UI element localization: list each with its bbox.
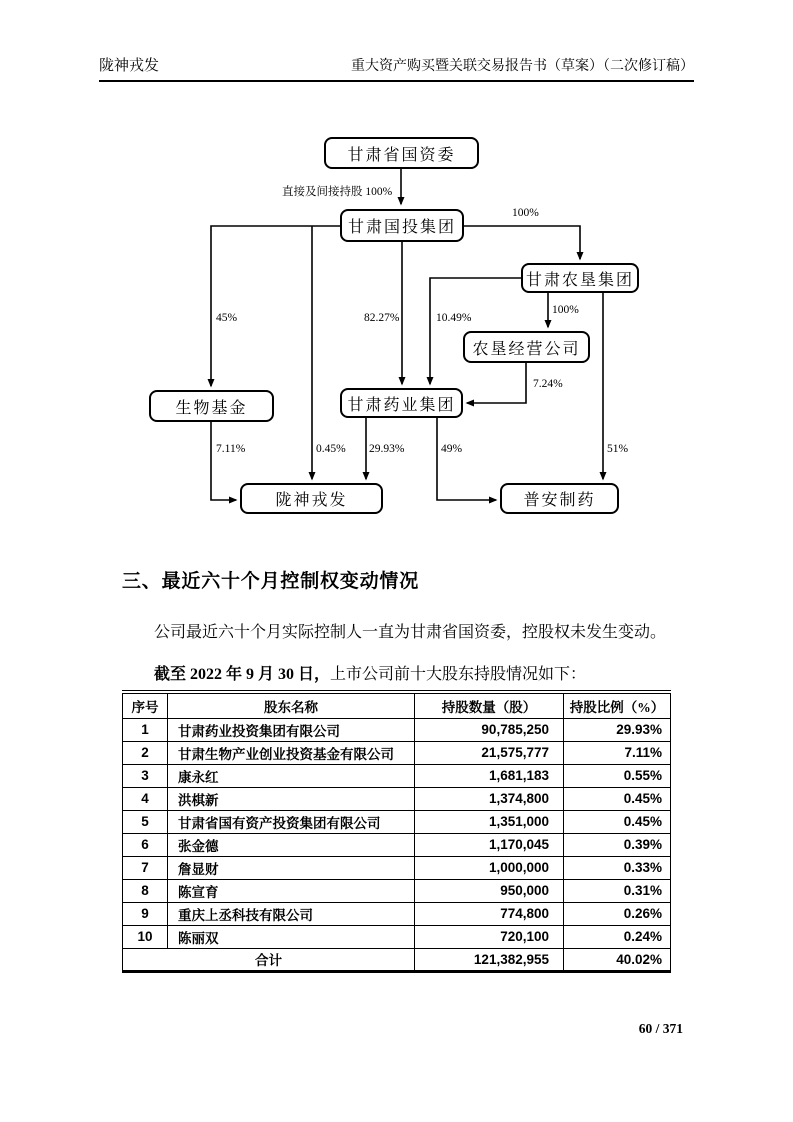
cell-pct: 0.45% — [564, 787, 671, 810]
table-row — [123, 741, 671, 764]
edge-label-45: 45% — [216, 312, 238, 324]
cell-no: 10 — [123, 925, 168, 948]
cell-name: 陈丽双 — [168, 925, 415, 948]
table-row — [123, 925, 671, 948]
paragraph-date-rest: 上市公司前十大股东持股情况如下： — [330, 666, 587, 683]
cell-name: 康永红 — [168, 764, 415, 787]
cell-no: 5 — [123, 810, 168, 833]
cell-no: 3 — [123, 764, 168, 787]
cell-shares: 1,351,000 — [415, 810, 564, 833]
cell-no: 2 — [123, 741, 168, 764]
edge-label-10-49: 10.49% — [436, 312, 472, 324]
shareholders-table — [122, 690, 671, 973]
cell-no: 7 — [123, 856, 168, 879]
cell-name: 甘肃生物产业创业投资基金有限公司 — [168, 741, 415, 764]
cell-shares: 720,100 — [415, 925, 564, 948]
cell-pct: 29.93% — [564, 718, 671, 741]
table-row — [123, 879, 671, 902]
edge-label-100-nongken: 100% — [512, 207, 539, 219]
table-row — [123, 787, 671, 810]
cell-no: 6 — [123, 833, 168, 856]
table-row — [123, 810, 671, 833]
edge-label-100-nkjy: 100% — [552, 304, 579, 316]
cell-no: 4 — [123, 787, 168, 810]
cell-pct: 0.24% — [564, 925, 671, 948]
cell-no: 9 — [123, 902, 168, 925]
header-left-title: 陇神戎发 — [99, 58, 160, 74]
cell-shares: 1,681,183 — [415, 764, 564, 787]
node-gansu-yaoye-group: 甘肃药业集团 — [340, 388, 463, 418]
section-heading: 三、最近六十个月控制权变动情况 — [122, 571, 420, 592]
cell-total-shares: 121,382,955 — [415, 948, 564, 971]
paragraph-as-of-date — [122, 664, 680, 685]
cell-shares: 1,170,045 — [415, 833, 564, 856]
page-number: 60 / 371 — [638, 1021, 683, 1036]
node-nongken-jingying-company: 农垦经营公司 — [463, 331, 590, 363]
cell-pct: 0.31% — [564, 879, 671, 902]
cell-pct: 0.55% — [564, 764, 671, 787]
col-header-shares: 持股数量（股） — [415, 692, 564, 718]
ownership-structure-chart — [0, 0, 793, 560]
edge-label-7-11: 7.11% — [216, 443, 246, 455]
cell-name: 甘肃药业投资集团有限公司 — [168, 718, 415, 741]
cell-pct: 0.39% — [564, 833, 671, 856]
cell-name: 詹显财 — [168, 856, 415, 879]
node-puan-zhiyao: 普安制药 — [500, 483, 619, 514]
table-header-row — [123, 692, 671, 718]
cell-name: 重庆上丞科技有限公司 — [168, 902, 415, 925]
edge-label-0-45: 0.45% — [316, 443, 346, 455]
col-header-name: 股东名称 — [168, 692, 415, 718]
node-shengwu-fund: 生物基金 — [149, 390, 274, 422]
edge-label-29-93: 29.93% — [369, 443, 405, 455]
col-header-pct: 持股比例（%） — [564, 692, 671, 718]
cell-no: 1 — [123, 718, 168, 741]
chart-connector-lines — [0, 0, 793, 560]
node-longshen-rongfa: 陇神戎发 — [240, 483, 383, 514]
paragraph-control-change: 公司最近六十个月实际控制人一直为甘肃省国资委，控股权未发生变动。 — [154, 624, 667, 641]
edge-label-82-27: 82.27% — [364, 312, 400, 324]
table-row — [123, 764, 671, 787]
node-gansu-nongken-group: 甘肃农垦集团 — [521, 263, 639, 293]
cell-pct: 0.45% — [564, 810, 671, 833]
cell-name: 陈宣育 — [168, 879, 415, 902]
cell-shares: 774,800 — [415, 902, 564, 925]
cell-pct: 0.33% — [564, 856, 671, 879]
node-gansu-guotou-group: 甘肃国投集团 — [340, 209, 464, 242]
col-header-no: 序号 — [123, 692, 168, 718]
edge-label-direct-indirect-100: 直接及间接持股 100% — [282, 186, 393, 198]
cell-name: 张金德 — [168, 833, 415, 856]
table-row — [123, 718, 671, 741]
cell-name: 洪棋新 — [168, 787, 415, 810]
cell-total-pct: 40.02% — [564, 948, 671, 971]
cell-pct: 0.26% — [564, 902, 671, 925]
cell-shares: 950,000 — [415, 879, 564, 902]
cell-shares: 1,000,000 — [415, 856, 564, 879]
cell-shares: 1,374,800 — [415, 787, 564, 810]
table-row — [123, 833, 671, 856]
edge-label-51: 51% — [607, 443, 629, 455]
cell-pct: 7.11% — [564, 741, 671, 764]
table-total-row — [123, 948, 671, 971]
paragraph-date-bold: 截至 2022 年 9 月 30 日， — [154, 666, 331, 683]
cell-no: 8 — [123, 879, 168, 902]
header-right-title: 重大资产购买暨关联交易报告书（草案）（二次修订稿） — [351, 59, 694, 74]
cell-total-label: 合计 — [123, 948, 415, 971]
table-row — [123, 856, 671, 879]
cell-shares: 90,785,250 — [415, 718, 564, 741]
cell-name: 甘肃省国有资产投资集团有限公司 — [168, 810, 415, 833]
cell-shares: 21,575,777 — [415, 741, 564, 764]
node-gansu-sasac: 甘肃省国资委 — [324, 137, 479, 169]
edge-label-7-24: 7.24% — [533, 378, 563, 390]
edge-label-49: 49% — [441, 443, 463, 455]
table-row — [123, 902, 671, 925]
